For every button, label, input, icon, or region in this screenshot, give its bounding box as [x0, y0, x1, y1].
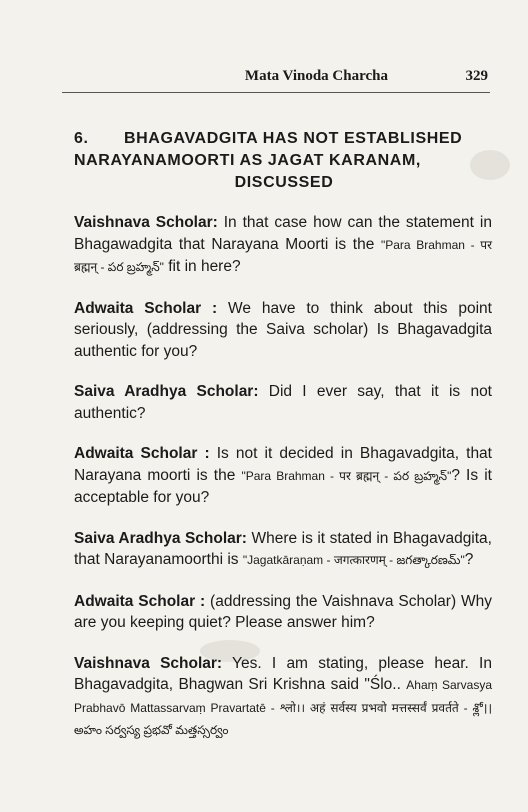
dialogue-paragraph — [74, 528, 492, 572]
sanskrit-term: "Para Brahman - पर ब्रह्मन् - పర బ్రహ్మన్" — [74, 237, 492, 274]
paragraph-text: (addressing the Vaishnava Scholar) Why are you keeping quiet? Please answer him? — [74, 592, 492, 631]
chapter-title-line-2: NARAYANAMOORTI AS JAGAT KARANAM, — [74, 152, 421, 169]
paragraph-text: Did I ever say, that it is not authentic? — [74, 383, 492, 422]
chapter-title-line-1 — [74, 128, 494, 150]
dialogue-paragraph — [74, 653, 492, 742]
header-rule — [62, 92, 490, 93]
chapter-title-text-1: BHAGAVADGITA HAS NOT ESTABLISHED — [124, 130, 463, 147]
paragraph-text: Is not it decided in Bhagavadgita, that Narayana moorti is the — [74, 445, 492, 484]
speaker-name: Vaishnava Scholar: — [74, 654, 223, 672]
sanskrit-term: "Jagatkāraṇam - जगत्कारणम् - జగత్కారణమ్" — [242, 553, 465, 567]
paragraph-text: ? Is it acceptable for you? — [74, 466, 492, 506]
sanskrit-term: "Para Brahman - पर ब्रह्मन् - పర బ్రహ్మన్" — [241, 468, 452, 483]
paragraph-text: We have to think about this point seriously, (addressing the Saiva scholar) Is Bhagavadgita authentic for you? — [74, 299, 492, 360]
dialogue-paragraph — [74, 381, 492, 424]
paragraph-text: ? — [464, 551, 474, 568]
speaker-name: Adwaita Scholar : — [74, 445, 210, 462]
paragraph-text: fit in here? — [163, 258, 241, 275]
page-number: 329 — [465, 68, 488, 84]
paragraph-text: Where is it stated in Bhagavadgita, that Narayanamoorthi is — [74, 529, 492, 568]
dialogue-paragraph — [74, 212, 492, 279]
chapter-title-line-3: DISCUSSED — [234, 174, 334, 191]
speaker-name: Adwaita Scholar : — [74, 299, 218, 317]
paragraph-text: Yes. I am stating, please hear. In Bhagavadgita, Bhagwan Sri Krishna said "Ślo.. — [74, 654, 492, 693]
running-title: Mata Vinoda Charcha — [244, 68, 388, 84]
dialogue-paragraph — [74, 591, 492, 634]
speaker-name: Saiva Aradhya Scholar: — [74, 529, 247, 547]
dialogue-body — [74, 212, 492, 761]
chapter-title — [74, 128, 494, 194]
dialogue-paragraph — [74, 298, 492, 363]
running-header — [0, 68, 528, 90]
dialogue-paragraph — [74, 443, 492, 509]
sanskrit-term: Ahaṃ Sarvasya Prabhavō Mattassarvaṃ Pravartatē - श्लो।। अहं सर्वस्य प्रभवो मत्तस्सर्वं प्रवर्तते - శ్లో।। అహం సర్వస్య ప్రభవో మత్తస్సర్వం — [74, 678, 493, 737]
speaker-name: Vaishnava Scholar: — [74, 214, 218, 231]
paragraph-text: In that case how can the statement in Bhagawadgita that Narayana Moorti is the — [74, 214, 492, 253]
speaker-name: Adwaita Scholar : — [74, 592, 206, 610]
speaker-name: Saiva Aradhya Scholar: — [74, 383, 259, 400]
chapter-number: 6. — [74, 130, 89, 147]
